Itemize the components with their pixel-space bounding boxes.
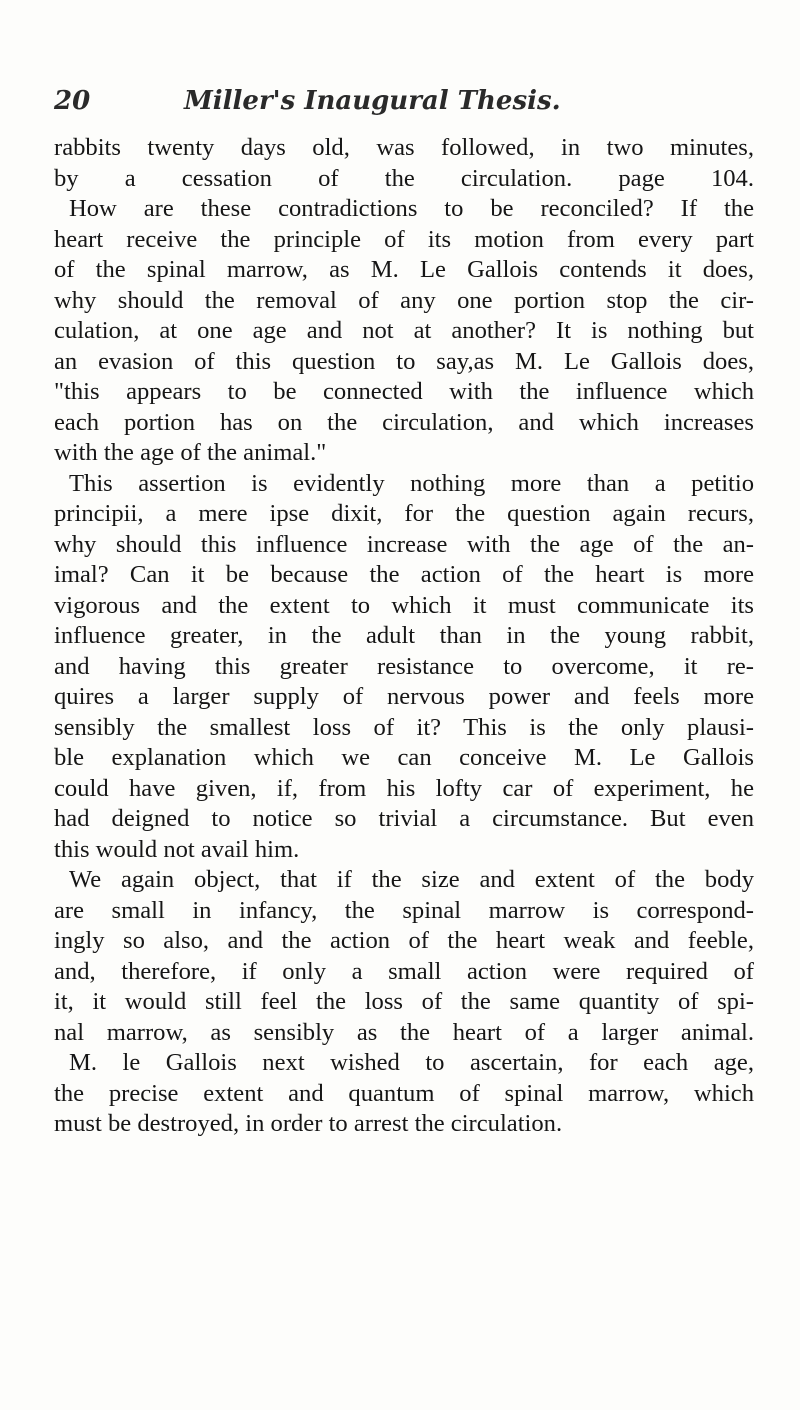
text-line: and, therefore, if only a small action were required of (54, 957, 754, 985)
text-line: each portion has on the circulation, and which increases (54, 408, 754, 436)
text-line: ingly so also, and the action of the heart weak and feeble, (54, 927, 754, 954)
text-line: this would not avail him. (54, 835, 300, 863)
running-head: Miller's Inaugural Thesis. (184, 86, 561, 116)
text-line: culation, at one age and not at another? It is nothing but (54, 317, 754, 344)
page-header (54, 86, 754, 120)
text-line: influence greater, in the adult than in the young rabbit, (54, 622, 754, 649)
text-line: it, it would still feel the loss of the same quantity of spi- (54, 988, 754, 1015)
text-line: M. le Gallois next wished to ascertain, for each age, (69, 1049, 754, 1076)
text-line: had deigned to notice so trivial a circumstance. But even (54, 805, 754, 832)
text-line: why should this influence increase with the age of the an- (54, 530, 754, 558)
text-line: imal? Can it be because the action of the heart is more (54, 561, 754, 588)
text-line: vigorous and the extent to which it must communicate its (54, 591, 754, 619)
text-line: why should the removal of any one portion stop the cir- (54, 286, 754, 314)
text-line: quires a larger supply of nervous power and feels more (54, 683, 754, 710)
text-line: nal marrow, as sensibly as the heart of a larger animal. (54, 1018, 754, 1046)
text-line: heart receive the principle of its motion from every part (54, 225, 754, 253)
body-text (54, 133, 754, 1140)
text-line: principii, a mere ipse dixit, for the question again recurs, (54, 500, 754, 527)
text-line: are small in infancy, the spinal marrow is correspond- (54, 896, 754, 924)
text-line: This assertion is evidently nothing more than a petitio (69, 469, 754, 497)
text-line: How are these contradictions to be reconciled? If the (69, 195, 754, 222)
text-line: sensibly the smallest loss of it? This is the only plausi- (54, 713, 754, 741)
text-line: could have given, if, from his lofty car of experiment, he (54, 774, 754, 802)
text-line: rabbits twenty days old, was followed, in two minutes, (54, 134, 754, 161)
text-line: and having this greater resistance to overcome, it re- (54, 652, 754, 680)
text-line: must be destroyed, in order to arrest the circulation. (54, 1110, 563, 1137)
text-line: with the age of the animal." (54, 439, 327, 466)
text-line: ble explanation which we can conceive M. Le Gallois (54, 744, 754, 771)
text-line: an evasion of this question to say,as M. Le Gallois does, (54, 347, 754, 375)
text-line: the precise extent and quantum of spinal marrow, which (54, 1079, 754, 1107)
page-number: 20 (54, 86, 91, 116)
text-line: by a cessation of the circulation. page 104. (54, 164, 754, 192)
text-line: "this appears to be connected with the influence which (54, 378, 754, 405)
text-line: of the spinal marrow, as M. Le Gallois contends it does, (54, 256, 754, 283)
text-line: We again object, that if the size and extent of the body (69, 866, 754, 893)
